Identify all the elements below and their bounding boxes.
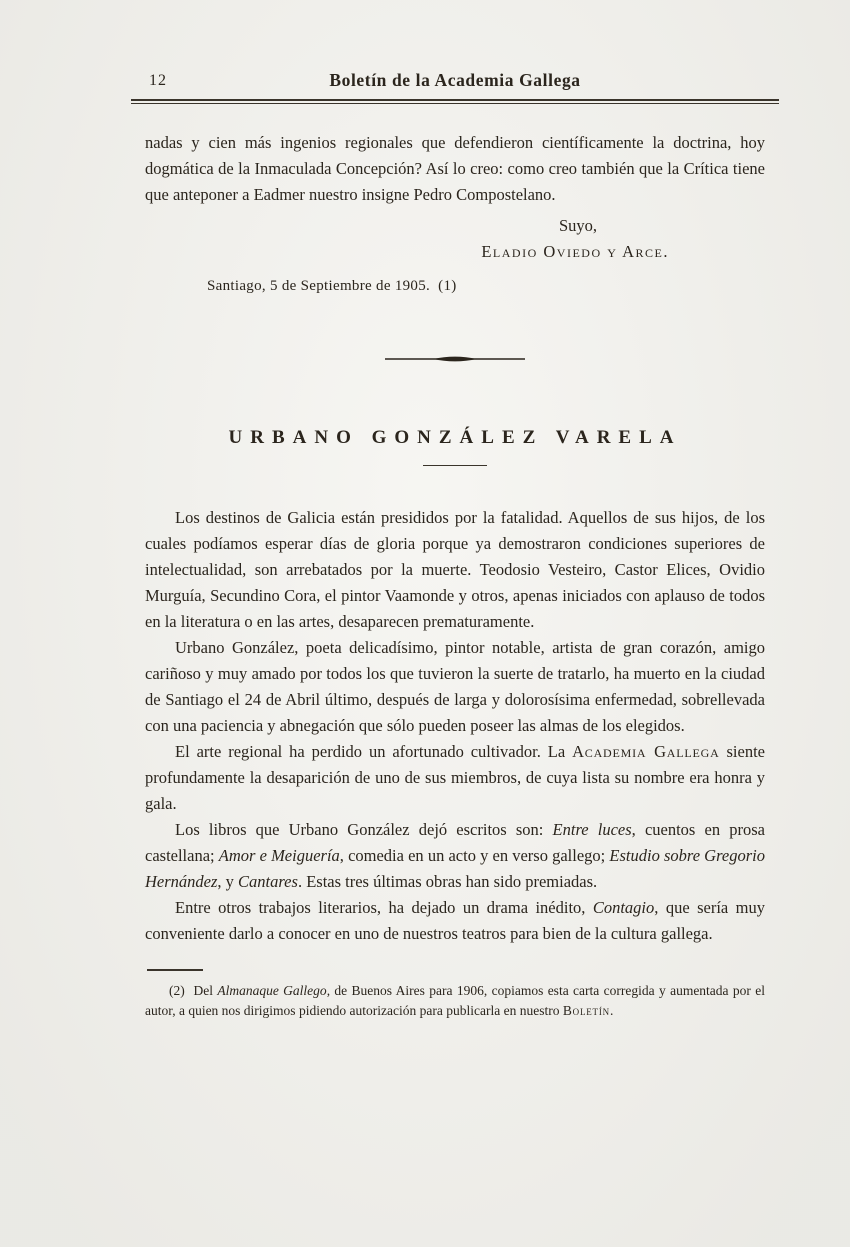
divider-ornament-icon xyxy=(385,353,525,365)
letter-closing: Suyo, xyxy=(558,216,597,235)
footnote-block xyxy=(145,969,765,1020)
title-rule xyxy=(423,465,487,467)
letter-dateline: Santiago, 5 de Septiembre de 1905. (1) xyxy=(207,278,457,294)
article-body xyxy=(145,505,765,947)
article-paragraph: El arte regional ha perdido un afortunado cultivador. La Academia Gallega siente profundamente la desaparición de uno de sus miembros, de cuya lista su nombre era honra y gala. xyxy=(145,742,765,813)
page-number: 12 xyxy=(149,72,167,89)
article-paragraph: Entre otros trabajos literarios, ha dejado un drama inédito, Contagio, que sería muy conveniente darlo a conocer en uno de nuestros teatros para bien de la cultura gallega. xyxy=(145,898,765,943)
article-paragraph: Los libros que Urbano González dejó escritos son: Entre luces, cuentos en prosa castellana; Amor e Meiguería, comedia en un acto y en verso gallego; Estudio sobre Gregorio Hernández, y Cantares. Estas tres últimas obras han sido premiadas. xyxy=(145,820,765,891)
header-title: Boletín de la Academia Gallega xyxy=(329,70,581,90)
article-paragraph: Urbano González, poeta delicadísimo, pintor notable, artista de gran corazón, amigo cariñoso y muy amado por todos los que tuvieron la suerte de tratarlo, ha muerto en la ciudad de Santiago el 24 de Abril último, después de larga y dolorosísima enfermedad, sobrellevada con una paciencia y abnegación que sólo pueden poseer las almas de los elegidos. xyxy=(145,638,765,735)
header-double-rule xyxy=(131,99,779,104)
letter-paragraph: nadas y cien más ingenios regionales que defendieron científicamente la doctrina, hoy dogmática de la Inmaculada Concepción? Así lo creo: como creo también que la Crítica tiene que anteponer a Eadmer nuestro insigne Pedro Compostelano. xyxy=(145,133,765,204)
section-divider xyxy=(385,353,525,365)
footnote-text: (2) Del Almanaque Gallego, de Buenos Aires para 1906, copiamos esta carta corregida y aumentada por el autor, a quien nos dirigimos pidiendo autorización para publicarla en nuestro Boletín. xyxy=(145,983,766,1018)
article-title: URBANO GONZÁLEZ VARELA xyxy=(228,427,682,448)
article-paragraph: Los destinos de Galicia están presididos por la fatalidad. Aquellos de sus hijos, de los cuales podíamos esperar días de gloria porque ya demostraron condiciones superiores de intelectualidad, son arrebatados por la muerte. Teodosio Vesteiro, Castor Elices, Ovidio Murguía, Secundino Cora, el pintor Vaamonde y otros, apenas iniciados con aplauso de todos en la literatura o en las artes, desaparecen prematuramente. xyxy=(145,508,765,631)
footnote-rule xyxy=(147,969,203,971)
letter-signature: Eladio Oviedo y Arce. xyxy=(481,242,669,261)
letter-block xyxy=(145,130,765,295)
page-content xyxy=(145,70,765,1020)
running-head xyxy=(145,70,765,94)
